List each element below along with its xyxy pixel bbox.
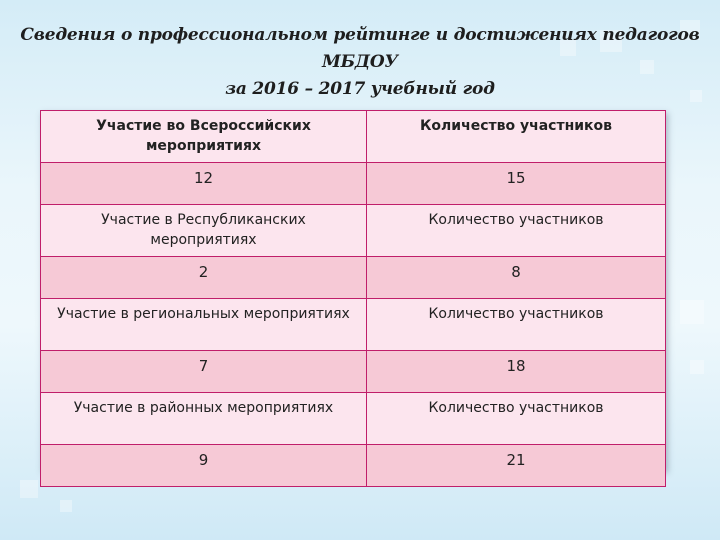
table-cell: Количество участников (367, 205, 666, 257)
table-cell: Количество участников (367, 111, 666, 163)
table-row (41, 163, 666, 205)
table-cell: Участие в Республиканских мероприятиях (41, 205, 367, 257)
table-row (41, 257, 666, 299)
table-cell: Участие в региональных мероприятиях (41, 299, 367, 351)
table-row (41, 205, 666, 257)
table-cell: 9 (41, 445, 367, 487)
table-row (41, 111, 666, 163)
table-cell: 8 (367, 257, 666, 299)
table-row (41, 445, 666, 487)
achievements-table-container (40, 110, 666, 470)
table-cell: Количество участников (367, 393, 666, 445)
achievements-table (40, 110, 666, 487)
page-title (0, 22, 720, 103)
table-cell: 18 (367, 351, 666, 393)
table-cell: 2 (41, 257, 367, 299)
title-line-2: за 2016 – 2017 учебный год (225, 79, 495, 99)
table-cell: Участие в районных мероприятиях (41, 393, 367, 445)
table-cell: 12 (41, 163, 367, 205)
title-line-1: Сведения о профессиональном рейтинге и достижениях педагогов МБДОУ (20, 25, 700, 72)
table-cell: 21 (367, 445, 666, 487)
table-cell: 7 (41, 351, 367, 393)
table-cell: 15 (367, 163, 666, 205)
table-cell: Количество участников (367, 299, 666, 351)
table-row (41, 393, 666, 445)
table-cell: Участие во Всероссийских мероприятиях (41, 111, 367, 163)
table-row (41, 299, 666, 351)
table-row (41, 351, 666, 393)
